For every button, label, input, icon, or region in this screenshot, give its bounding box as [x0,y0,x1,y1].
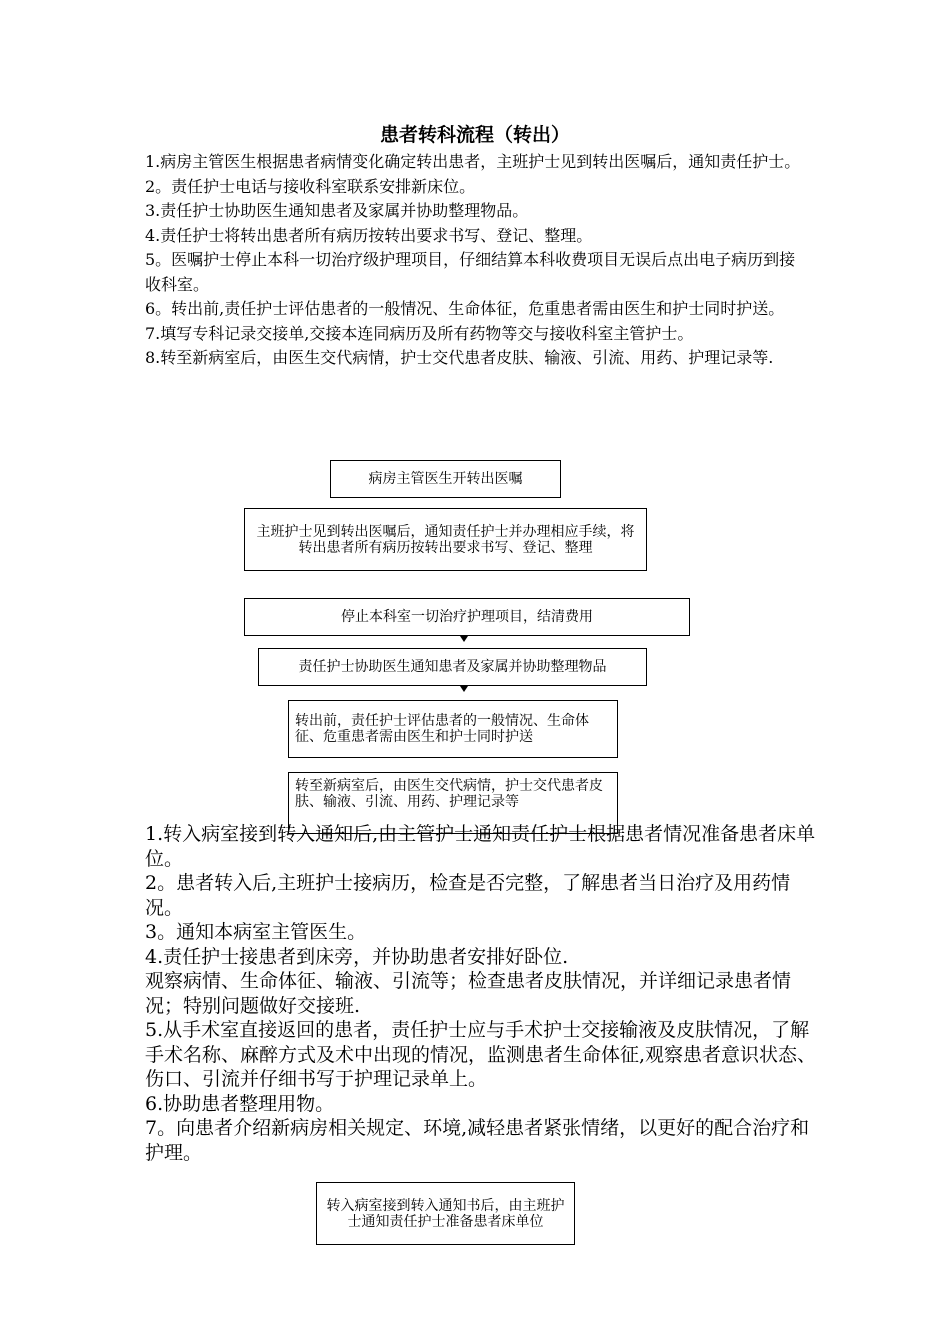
transfer-in-steps [145,822,825,1165]
flow-box-text: 转至新病室后，由医生交代病情，护士交代患者皮肤、输液、引流、用药、护理记录等 [295,778,603,810]
page-title: 患者转科流程（转出） [379,124,570,146]
step-item: 7.填写专科记录交接单,交接本连同病历及所有药物等交与接收科室主管护士。 [145,323,694,343]
flow-box-stop-treatment [244,598,690,636]
flow-box-assess [288,700,618,758]
step-item: 4.责任护士接患者到床旁，并协助患者安排好卧位. [145,945,569,968]
transfer-out-steps [145,150,810,371]
flow-arrow [460,636,468,642]
step-item: 2。患者转入后,主班护士接病历，检查是否完整，了解患者当日治疗及用药情况。 [145,872,791,919]
step-item: 6.协助患者整理用物。 [145,1092,335,1115]
flow-box-notify-nurse [244,508,647,571]
flow-box-text: 停止本科室一切治疗护理项目，结清费用 [341,609,593,625]
step-item: 观察病情、生命体征、输液、引流等；检查患者皮肤情况，并详细记录患者情况；特别问题做好交接班. [145,970,792,1017]
flow-box-receive-notice [316,1182,575,1245]
step-item: 8.转至新病室后，由医生交代病情，护士交代患者皮肤、输液、引流、用药、护理记录等. [145,348,774,367]
step-item: 7。向患者介绍新病房相关规定、环境,减轻患者紧张情绪，以更好的配合治疗和护理。 [145,1117,810,1164]
flow-arrow [460,686,468,692]
step-item: 4.责任护士将转出患者所有病历按转出要求书写、登记、整理。 [145,225,593,245]
step-item: 2。责任护士电话与接收科室联系安排新床位。 [145,176,476,196]
flow-box-text: 病房主管医生开转出医嘱 [368,471,523,487]
flow-box-text: 转出前，责任护士评估患者的一般情况、生命体征、危重患者需由医生和护士同时护送 [295,713,589,745]
flow-box-text: 转入病室接到转入通知书后，由主班护士通知责任护士准备患者床单位 [326,1197,565,1230]
step-item: 1.病房主管医生根据患者病情变化确定转出患者，主班护士见到转出医嘱后，通知责任护士。 [145,152,801,171]
flow-box-doctor-order [330,460,561,498]
step-item: 5。医嘱护士停止本科一切治疗级护理项目，仔细结算本科收费项目无误后点出电子病历到接收科室。 [145,250,796,294]
step-item: 3。通知本病室主管医生。 [145,921,367,943]
flow-box-text: 主班护士见到转出医嘱后，通知责任护士并办理相应手续，将转出患者所有病历按转出要求书写、登记、整理 [256,523,635,556]
step-item: 6。转出前,责任护士评估患者的一般情况、生命体征，危重患者需由医生和护士同时护送。 [145,299,785,318]
step-item: 3.责任护士协助医生通知患者及家属并协助整理物品。 [145,201,529,220]
flow-box-text: 责任护士协助医生通知患者及家属并协助整理物品 [298,659,607,675]
flow-box-notify-family [258,648,647,686]
step-item: 5.从手术室直接返回的患者，责任护士应与手术护士交接输液及皮肤情况，了解手术名称、麻醉方式及术中出现的情况，监测患者生命体征,观察患者意识状态、伤口、引流并仔细书写于护理记录单上。 [145,1019,817,1090]
step-item: 1.转入病室接到转入通知后,由主管护士通知责任护士根据患者情况准备患者床单位。 [145,823,816,870]
